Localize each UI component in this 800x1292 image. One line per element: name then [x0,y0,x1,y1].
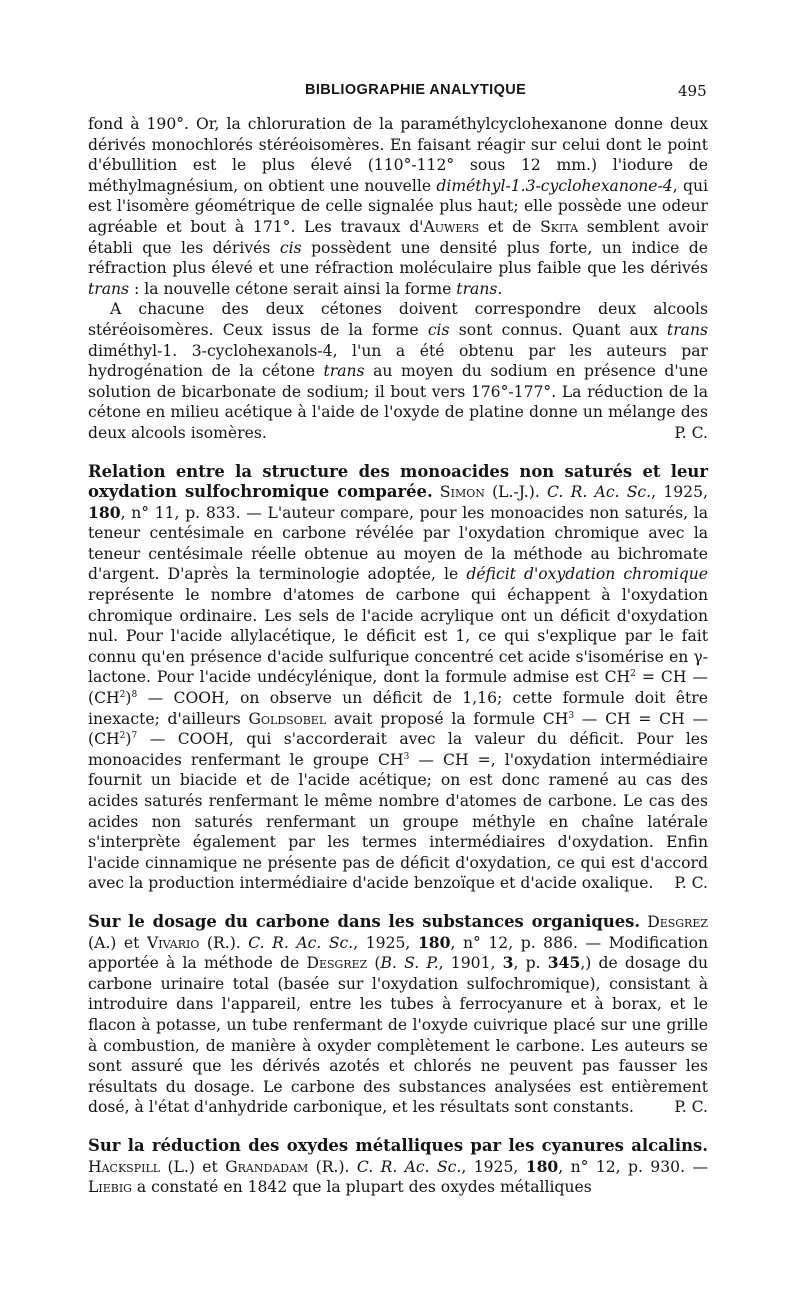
journal-name: C. R. Ac. Sc. [547,483,652,502]
journal-name: B. S. P. [380,954,439,973]
author-name: Desgrez [647,912,708,931]
article-title: Relation entre la structure des monoacides non saturés et leur oxydation sulfochromique comparée. [88,461,708,502]
author-name: Vivario [146,933,200,952]
article-title: Sur le dosage du carbone dans les substances organiques. [88,911,641,931]
author-name: Skita [540,217,579,236]
article-title: Sur la réduction des oxydes métalliques par les cyanures alcalins. [88,1135,708,1155]
author-name: Hackspill [88,1157,161,1176]
paragraph-alcools: A chacune des deux cétones doivent correspondre deux alcools stéréoisomères. Ceux issus de la forme cis sont connus. Quant aux trans diméthyl-1. 3-cyclohexanols-4, l'un a été obtenu par les auteurs par hydrogénation de la cétone trans au moyen du sodium en présence d'une solution de bicarbonate de sodium; il bout vers 176°-177°. La réduction de la cétone en milieu acétique à l'aide de l'oxyde de platine donne un mélange des deux alcools isomères. P. C. [88,300,708,442]
journal-name: C. R. Ac. Sc. [356,1157,462,1176]
article-dosage-carbone: Sur le dosage du carbone dans les substances organiques. Desgrez (A.) et Vivario (R.). C. R. Ac. Sc., 1925, 180, n° 12, p. 886. — Modification apportée à la méthode de Desgrez (B. S. P., 1901, 3, p. 345,) de dosage du carbone urinaire total (basée sur l'oxydation sulfochromique), consistant à introduire dans l'appareil, entre les tubes à ferrocyanure et à borax, et le flacon à potasse, un tube renfermant de l'oxyde cuivrique placé sur une grille à combustion, de manière à oxyder complètement le carbone. Les auteurs se sont assuré que les dérivés azotés et chlorés ne peuvent pas fausser les résultats du dosage. Le carbone des substances analysées est entièrement dosé, à l'état d'anhydride carbonique, et les résultats sont constants. P. C. [88,911,709,1117]
page-body [88,114,708,1198]
article-oxydes-metalliques: Sur la réduction des oxydes métalliques par les cyanures alcalins. Hackspill (L.) et Grandadam (R.). C. R. Ac. Sc., 1925, 180, n° 12, p. 930. — Liebig a constaté en 1842 que la plupart des oxydes métalliques [88,1135,708,1197]
author-name: Simon [439,483,485,502]
running-title: BIBLIOGRAPHIE ANALYTIQUE [305,82,527,98]
signature: P. C. [674,1098,708,1117]
author-name: Grandadam [225,1157,309,1176]
author-name: Liebig [88,1178,132,1197]
article-monoacides: Relation entre la structure des monoacides non saturés et leur oxydation sulfochromique comparée. Simon (L.-J.). C. R. Ac. Sc., 1925, 180, n° 11, p. 833. — L'auteur compare, pour les monoacides non saturés, la teneur centésimale en carbone révélée par l'oxydation chromique avec la teneur centésimale réelle obtenue au moyen de la méthode au bichromate d'argent. D'après la terminologie adoptée, le déficit d'oxydation chromique représente le nombre d'atomes de carbone qui échappent à l'oxydation chromique ordinaire. Les sels de l'acide acrylique ont un déficit d'oxydation nul. Pour l'acide allylacétique, le déficit est 1, ce qui s'explique par le fait connu qu'en présence d'acide sulfurique concentré cet acide s'isomérise en γ-lactone. Pour l'acide undécylénique, dont la formule admise est $CH^2$ = CH — $(CH^2)^8$ — COOH, on observe un déficit de 1,16; cette formule doit être inexacte; d'ailleurs Goldsobel avait proposé la formule $CH^3$ — CH = CH — $(CH^2)^7$ — COOH, qui s'accorderait avec la valeur du déficit. Pour les monoacides renfermant le groupe $CH^3$ — CH =, l'oxydation intermédiaire fournit un biacide et de l'acide acétique; on est donc ramené au cas des acides saturés renfermant le même nombre d'atomes de carbone. Le cas des acides non saturés renfermant un groupe méthyle en chaîne latérale s'interprète également par les termes intermédiaires d'oxydation. Enfin l'acide cinnamique ne présente pas de déficit d'oxydation, ce qui est d'accord avec la production intermédiaire d'acide benzoïque et d'acide oxalique. P. C. [88,461,709,893]
signature: P. C. [674,874,708,893]
page-number: 495 [678,82,707,100]
author-name: Goldsobel [248,709,327,728]
paragraph-continuation: fond à 190°. Or, la chloruration de la paraméthylcyclohexanone donne deux dérivés monochlorés stéréoisomères. En faisant réagir sur celui dont le point d'ébullition est le plus élevé (110°-112° sous 12 mm.) l'iodure de méthylmagnésium, on obtient une nouvelle diméthyl-1.3-cyclohexanone-4, qui est l'isomère géométrique de celle signalée plus haut; elle possède une odeur agréable et bout à 171°. Les travaux d'Auwers et de Skita semblent avoir établi que les dérivés cis possèdent une densité plus forte, un indice de réfraction plus élevé et une réfraction moléculaire plus faible que les dérivés trans : la nouvelle cétone serait ainsi la forme trans. [88,115,709,298]
running-header [0,82,800,106]
author-name: Auwers [423,217,480,236]
author-name: Desgrez [306,954,368,973]
signature: P. C. [674,423,708,442]
journal-name: C. R. Ac. Sc. [248,933,354,952]
